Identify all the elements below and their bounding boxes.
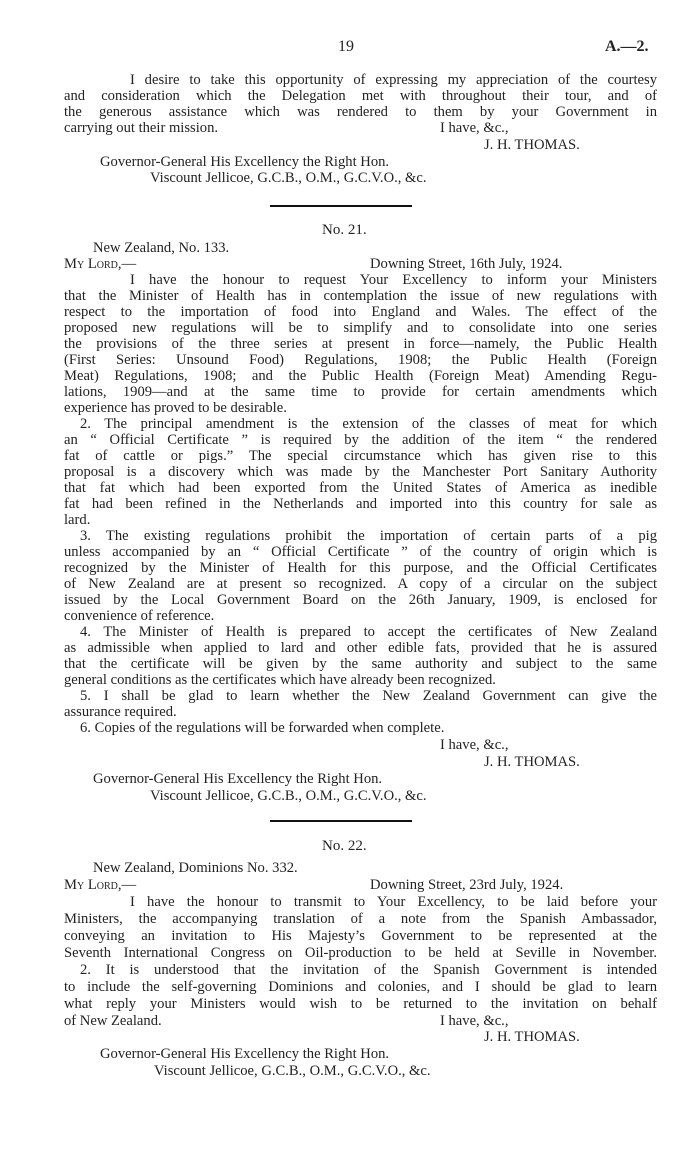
section-divider <box>270 820 412 822</box>
place-date: Downing Street, 23rd July, 1924. <box>370 877 564 893</box>
closing: I have, &c., <box>440 120 509 136</box>
closing: I have, &c., <box>440 737 509 753</box>
paragraph-line: that the Minister of Health has in contemplation the issue of new regulations with <box>64 288 657 304</box>
paragraph-line: the provisions of the three series at present in force—namely, the Public Health <box>64 336 657 352</box>
letter-reference: New Zealand, No. 133. <box>93 240 230 256</box>
addressee-line: Viscount Jellicoe, G.C.B., O.M., G.C.V.O., &c. <box>154 1063 431 1079</box>
paragraph-line: carrying out their mission. <box>64 120 219 136</box>
paragraph-line: that the certificate will be given by the same authority and subject to the same <box>64 656 657 672</box>
signature: J. H. THOMAS. <box>484 1029 580 1045</box>
paragraph-line: Seventh International Congress on Oil-production to be held at Seville in November. <box>64 945 657 961</box>
document-reference: A.—2. <box>605 38 649 55</box>
paragraph-line: convenience of reference. <box>64 608 215 624</box>
letter-reference: New Zealand, Dominions No. 332. <box>93 860 298 876</box>
paragraph-line: assurance required. <box>64 704 177 720</box>
paragraph-line: an “ Official Certificate ” is required by the addition of the item “ the rendered <box>64 432 657 448</box>
addressee-line: Governor-General His Excellency the Right Hon. <box>93 771 383 787</box>
paragraph-line: and consideration which the Delegation met with throughout their tour, and of <box>64 88 657 104</box>
addressee-line: Viscount Jellicoe, G.C.B., O.M., G.C.V.O., &c. <box>150 170 427 186</box>
paragraph-line: 3. The existing regulations prohibit the importation of certain parts of a pig <box>80 528 657 544</box>
paragraph-line: 4. The Minister of Health is prepared to accept the certificates of New Zealand <box>80 624 657 640</box>
paragraph-line: (First Series: Unsound Food) Regulations, 1908; the Public Health (Foreign <box>64 352 657 368</box>
paragraph-line: unless accompanied by an “ Official Certificate ” of the country of origin which is <box>64 544 657 560</box>
paragraph-line: 6. Copies of the regulations will be forwarded when complete. <box>80 720 445 736</box>
paragraph-line: 2. It is understood that the invitation of the Spanish Government is intended <box>80 962 657 978</box>
paragraph-line: I desire to take this opportunity of expressing my appreciation of the courtesy <box>130 72 657 88</box>
addressee-line: Governor-General His Excellency the Right Hon. <box>100 154 390 170</box>
salutation: My Lord,— <box>64 877 137 893</box>
signature: J. H. THOMAS. <box>484 754 580 770</box>
paragraph-line: the generous assistance which was rendered to them by your Government in <box>64 104 657 120</box>
paragraph-line: issued by the Local Government Board on the 26th January, 1909, is enclosed for <box>64 592 657 608</box>
addressee-line: Governor-General His Excellency the Right Hon. <box>100 1046 390 1062</box>
paragraph-line: lations, 1909—and at the same time to provide for certain amendments which <box>64 384 657 400</box>
paragraph-line: respect to the importation of food into England and Wales. The effect of the <box>64 304 657 320</box>
letter-number: No. 21. <box>322 222 367 238</box>
paragraph-line: lard. <box>64 512 91 528</box>
paragraph-line: 5. I shall be glad to learn whether the New Zealand Government can give the <box>80 688 657 704</box>
salutation: My Lord,— <box>64 256 137 272</box>
paragraph-line: Meat) Regulations, 1908; and the Public Health (Foreign Meat) Amending Regu- <box>64 368 657 384</box>
place-date: Downing Street, 16th July, 1924. <box>370 256 563 272</box>
addressee-line: Viscount Jellicoe, G.C.B., O.M., G.C.V.O., &c. <box>150 788 427 804</box>
paragraph-line: recognized by the Minister of Health for this purpose, and the Official Certificates <box>64 560 657 576</box>
letter-number: No. 22. <box>322 838 367 854</box>
paragraph-line: Ministers, the accompanying translation of a note from the Spanish Ambassador, <box>64 911 657 927</box>
paragraph-line: of New Zealand are at present so recognized. A copy of a circular on the subject <box>64 576 657 592</box>
paragraph-line: of New Zealand. <box>64 1013 162 1029</box>
section-divider <box>270 205 412 207</box>
paragraph-line: I have the honour to transmit to Your Excellency, to be laid before your <box>130 894 657 910</box>
paragraph-line: to include the self-governing Dominions and colonies, and I should be glad to learn <box>64 979 657 995</box>
paragraph-line: 2. The principal amendment is the extension of the classes of meat for which <box>80 416 657 432</box>
paragraph-line: general conditions as the certificates which have already been recognized. <box>64 672 496 688</box>
paragraph-line: experience has proved to be desirable. <box>64 400 287 416</box>
closing: I have, &c., <box>440 1013 509 1029</box>
paragraph-line: proposed new regulations will be to simplify and to consolidate into one series <box>64 320 657 336</box>
paragraph-line: fat had been refined in the Netherlands and imported into this country for sale as <box>64 496 657 512</box>
paragraph-line: what reply your Ministers would wish to be returned to the invitation on behalf <box>64 996 657 1012</box>
signature: J. H. THOMAS. <box>484 137 580 153</box>
paragraph-line: as admissible when applied to lard and other edible fats, provided that he is assured <box>64 640 657 656</box>
page-number: 19 <box>338 38 354 55</box>
paragraph-line: conveying an invitation to His Majesty’s Government to be represented at the <box>64 928 657 944</box>
paragraph-line: proposal is a discovery which was made by the Manchester Port Sanitary Authority <box>64 464 657 480</box>
paragraph-line: fat of cattle or pigs.” The special circumstance which has given rise to this <box>64 448 657 464</box>
paragraph-line: I have the honour to request Your Excellency to inform your Ministers <box>130 272 657 288</box>
paragraph-line: that fat which had been exported from the United States of America as inedible <box>64 480 657 496</box>
